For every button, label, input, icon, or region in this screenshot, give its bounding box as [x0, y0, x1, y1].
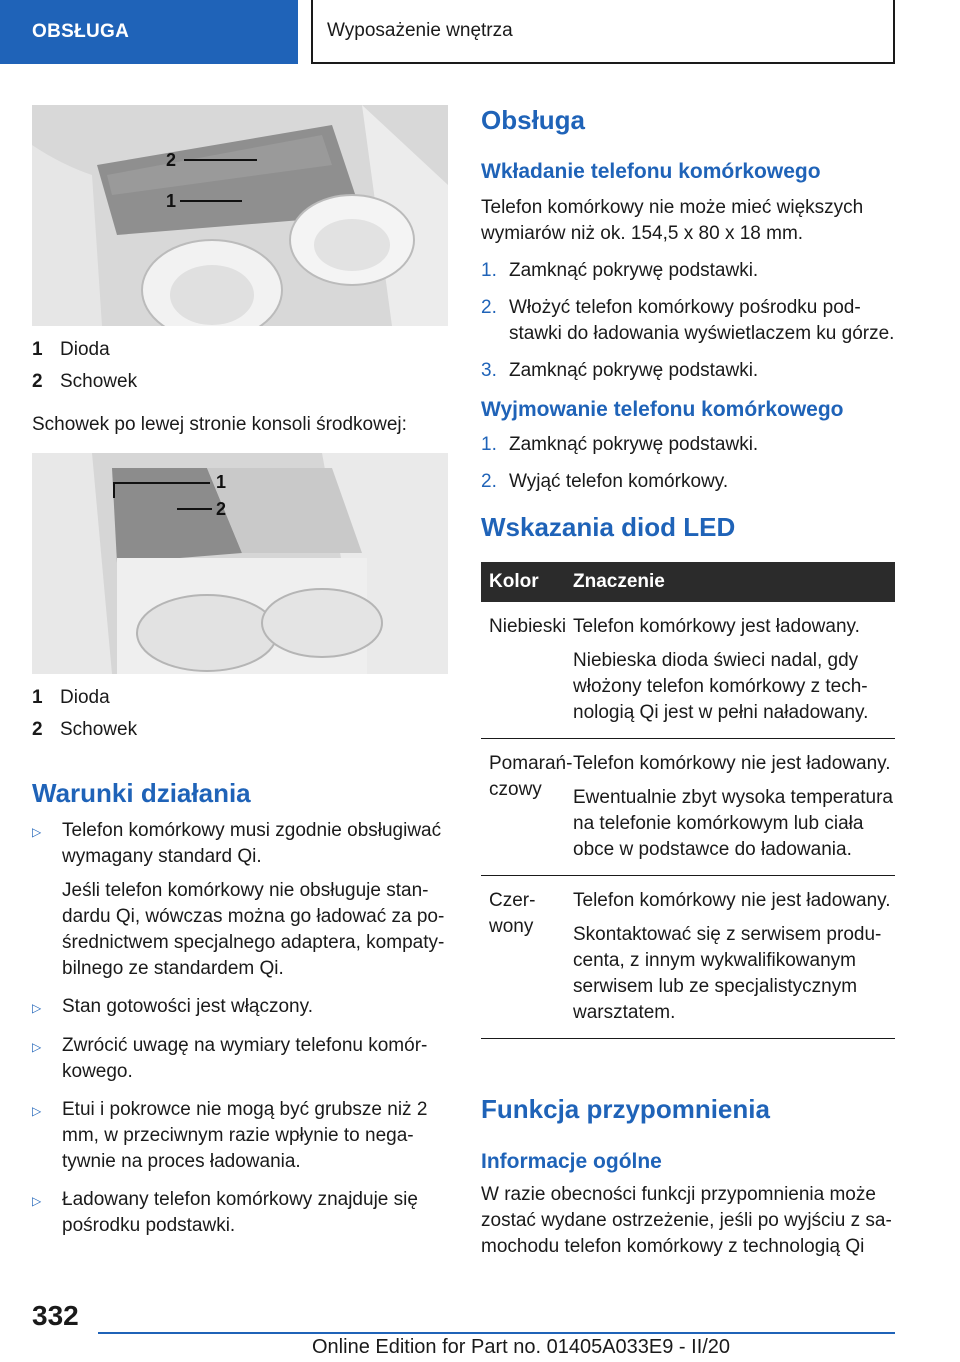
list-item: [32, 818, 450, 982]
cell-meaning: [573, 614, 895, 726]
footer-divider: [98, 1332, 895, 1334]
cell-meaning: [573, 888, 895, 1026]
legend-num: 2: [32, 719, 43, 740]
conditions-heading: Warunki działania: [32, 778, 251, 808]
list-item: [481, 358, 901, 384]
legend-row: [32, 366, 137, 398]
step-text: Wyjąć telefon komórkowy.: [509, 471, 729, 492]
led-table: [481, 562, 895, 1039]
list-item: [481, 258, 901, 284]
page-number: 332: [32, 1300, 79, 1331]
operation-heading: Obsługa: [481, 105, 586, 135]
step-text: Zamknąć pokrywę podstawki.: [509, 360, 759, 381]
legend-text: Schowek: [60, 371, 138, 392]
figure2-legend: [32, 682, 137, 746]
table-row: [481, 876, 895, 1039]
legend-text: Schowek: [60, 719, 138, 740]
list-item: [32, 994, 450, 1021]
triangle-right-icon: ▷: [32, 1001, 42, 1015]
meaning-text: Skontaktować się z serwisem producenta, z innym wykwalifikowanym serwisem lub ze specjalistycznym warsztatem.: [573, 924, 882, 1023]
step-text: Włożyć telefon komórkowy pośrodku podstawki do ładowania wyświetlaczem ku górze.: [509, 297, 895, 344]
meaning-text: Telefon komórkowy nie jest ładowany.: [573, 753, 891, 774]
figure-center-console-photo: [32, 105, 448, 326]
conditions-list: [32, 818, 450, 1251]
legend-row: [32, 714, 137, 746]
remove-heading: Wyjmowanie telefonu komórkowego: [481, 398, 844, 421]
reminder-text: W razie obecności funkcji przypomnienia może zostać wydane ostrzeżenie, jeśli po wyjściu z samochodu telefon komórkowy z technologią Qi: [481, 1184, 892, 1257]
footer-edition: Online Edition for Part no. 01405A033E9 - II/20: [312, 1336, 731, 1358]
legend-row: [32, 334, 137, 366]
cell-color: Niebieski: [489, 616, 567, 637]
step-number: 1.: [481, 434, 497, 455]
legend-text: Dioda: [60, 687, 110, 708]
list-item: [32, 1033, 450, 1085]
led-heading: Wskazania diod LED: [481, 512, 736, 542]
insert-intro: Telefon komórkowy nie może mieć większych wymiarów niż ok. 154,5 x 80 x 18 mm.: [481, 197, 864, 244]
cell-meaning: [573, 751, 895, 863]
list-item: [481, 469, 901, 495]
list-item-text: Zwrócić uwagę na wymiary telefonu komórkowego.: [62, 1035, 428, 1082]
legend-num: 1: [32, 339, 43, 360]
reminder-heading: Funkcja przypomnienia: [481, 1094, 770, 1124]
insert-heading: Wkładanie telefonu komórkowego: [481, 160, 821, 183]
triangle-right-icon: ▷: [32, 825, 42, 839]
step-number: 2.: [481, 297, 497, 318]
legend-row: [32, 682, 137, 714]
meaning-text: Niebieska dioda świeci nadal, gdy włożony telefon komórkowy z technologią Qi jest w pełni naładowany.: [573, 650, 869, 723]
meaning-text: Ewentualnie zbyt wysoka temperatura na telefonie komórkowym lub ciała obce w podstawce do ładowania.: [573, 787, 893, 860]
legend-num: 1: [32, 687, 43, 708]
triangle-right-icon: ▷: [32, 1040, 42, 1054]
list-item-text: Jeśli telefon komórkowy nie obsługuje standardu Qi, wówczas można go ładować za pośrednictwem specjalnego adaptera, kompatybilnego ze standardem Qi.: [62, 880, 445, 979]
step-number: 1.: [481, 260, 497, 281]
triangle-right-icon: ▷: [32, 1104, 42, 1118]
table-row: [481, 602, 895, 739]
table-header: [481, 562, 895, 602]
list-item: [32, 1097, 450, 1175]
triangle-right-icon: ▷: [32, 1194, 42, 1208]
left-console-caption: Schowek po lewej stronie konsoli środkowej:: [32, 414, 407, 435]
reminder-subheading: Informacje ogólne: [481, 1150, 662, 1173]
chapter-tab: OBSŁUGA: [0, 0, 298, 64]
step-number: 3.: [481, 360, 497, 381]
table-row: [481, 739, 895, 876]
cell-color: Czerwony: [489, 890, 536, 937]
list-item: [481, 432, 901, 458]
list-item-text: Ładowany telefon komórkowy znajduje się pośrodku podstawki.: [62, 1189, 418, 1236]
callout-2: 2: [166, 150, 177, 170]
cell-color: Pomarańczowy: [489, 753, 573, 800]
meaning-text: Telefon komórkowy nie jest ładowany.: [573, 890, 891, 911]
step-number: 2.: [481, 471, 497, 492]
callout-1: 1: [216, 472, 227, 492]
figure1-legend: [32, 334, 137, 398]
list-item-text: Telefon komórkowy musi zgodnie obsługiwać wymagany standard Qi.: [62, 820, 442, 867]
column-header-meaning: Znaczenie: [573, 571, 665, 592]
legend-text: Dioda: [60, 339, 110, 360]
remove-steps: [481, 432, 901, 506]
list-item: [481, 295, 901, 347]
section-title: Wyposażenie wnętrza: [311, 0, 895, 64]
figure-left-console-photo: [32, 453, 448, 674]
column-header-color: Kolor: [489, 571, 539, 592]
meaning-text: Telefon komórkowy jest ładowany.: [573, 616, 860, 637]
step-text: Zamknąć pokrywę podstawki.: [509, 434, 759, 455]
list-item: [32, 1187, 450, 1239]
list-item-text: Stan gotowości jest włączony.: [62, 996, 313, 1017]
legend-num: 2: [32, 371, 43, 392]
callout-1: 1: [166, 191, 177, 211]
step-text: Zamknąć pokrywę podstawki.: [509, 260, 759, 281]
list-item-text: Etui i pokrowce nie mogą być grubsze niż 2 mm, w przeciwnym razie wpłynie to negatywnie na proces ładowania.: [62, 1099, 428, 1172]
callout-2: 2: [216, 499, 227, 519]
insert-steps: [481, 258, 901, 395]
